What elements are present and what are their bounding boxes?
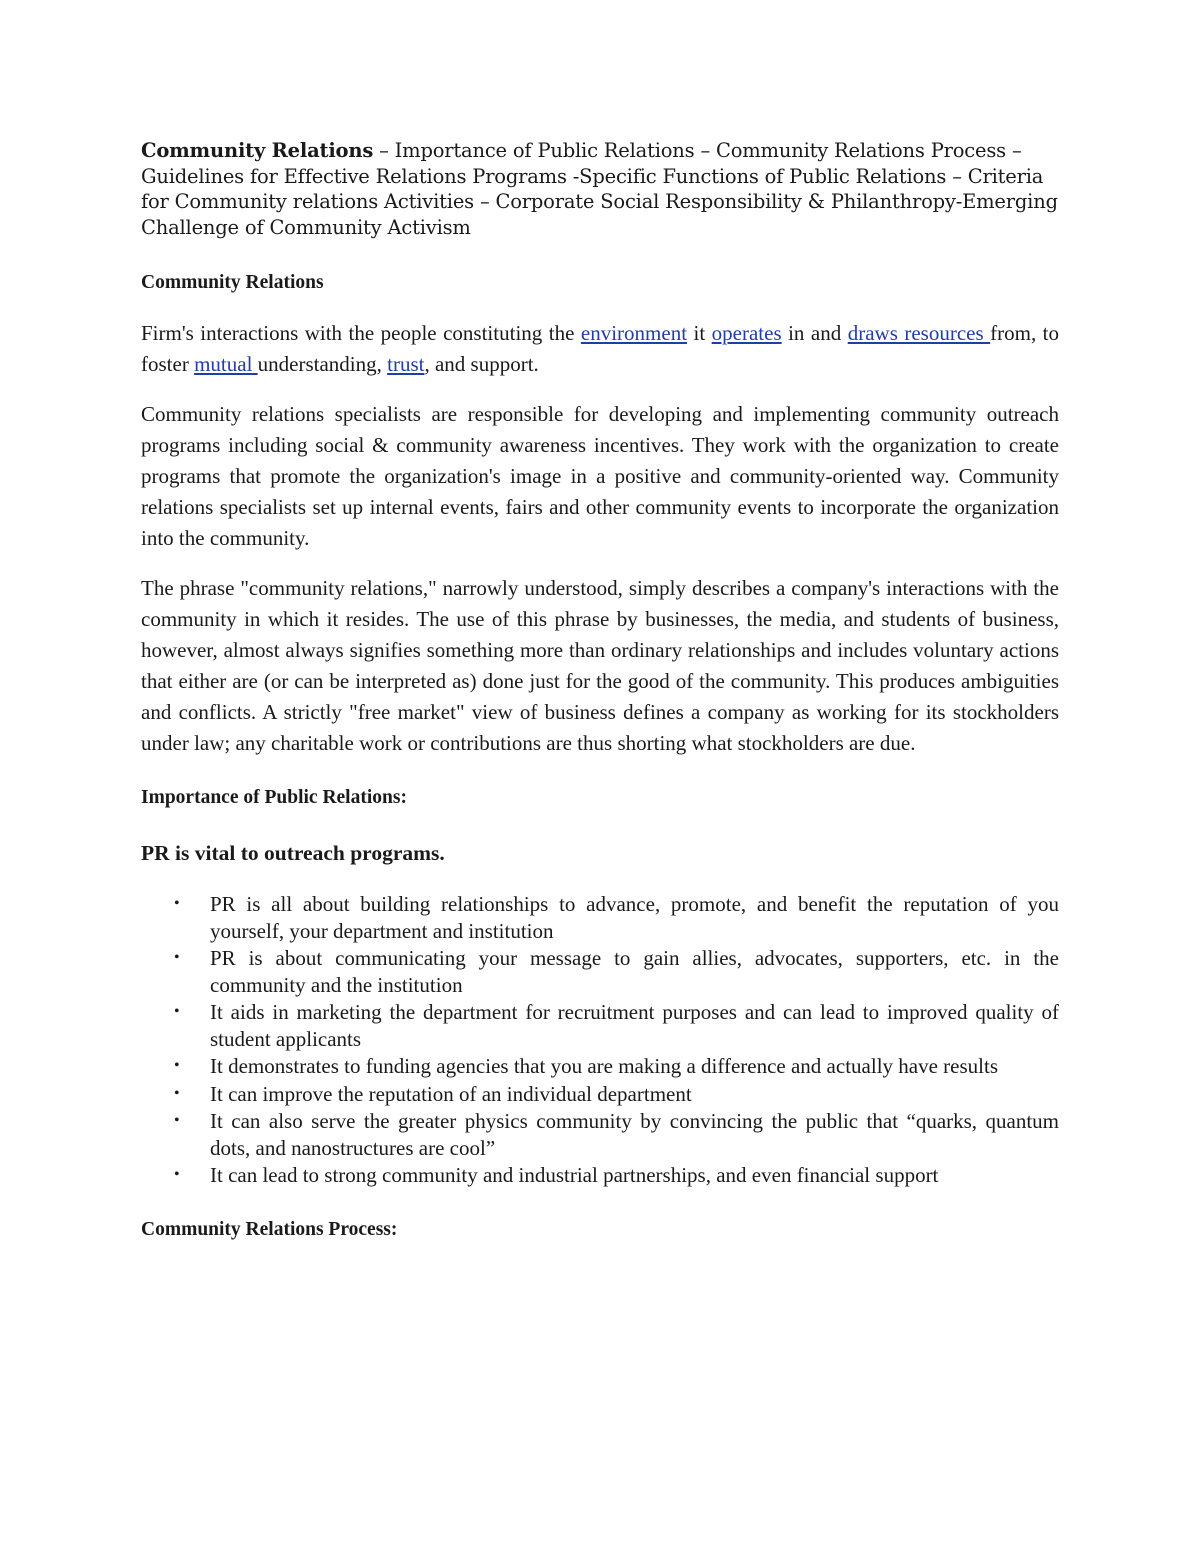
bullet-icon: • bbox=[174, 895, 180, 912]
list-item: • PR is about communicating your message to gain allies, advocates, supporters, etc. in the community and the institution bbox=[174, 946, 1059, 997]
link-mutual[interactable]: mutual bbox=[194, 352, 258, 376]
link-environment[interactable]: environment bbox=[580, 321, 688, 345]
link-draws-resources[interactable]: draws resources bbox=[847, 321, 991, 345]
heading-community-relations-process: Community Relations Process: bbox=[141, 1218, 398, 1240]
list-item: • It can lead to strong community and industrial partnerships, and even financial support bbox=[174, 1163, 939, 1187]
list-item: • It can improve the reputation of an individual department bbox=[174, 1081, 692, 1106]
link-operates[interactable]: operates bbox=[711, 321, 782, 345]
subheading-pr-vital: PR is vital to outreach programs. bbox=[141, 841, 445, 865]
syllabus-line bbox=[141, 138, 1059, 240]
phrase-paragraph: The phrase "community relations," narrowly understood, simply describes a company's interactions with the community in which it resides. The use of this phrase by businesses, the media, and students of business, however, almost always signifies something more than ordinary relationships and includes voluntary actions that either are (or can be interpreted as) done just for the good of the community. This produces ambiguities and conflicts. A strictly "free market" view of business defines a company as working for its stockholders under law; any charitable work or contributions are thus shorting what stockholders are due. bbox=[141, 576, 1059, 755]
bullet-icon: • bbox=[174, 1112, 180, 1129]
bullet-icon: • bbox=[174, 1084, 180, 1102]
list-item: • It can also serve the greater physics community by convincing the public that “quarks, quantum dots, and nanostructures are cool” bbox=[174, 1109, 1059, 1160]
document-page bbox=[141, 138, 1059, 1243]
specialists-paragraph: Community relations specialists are responsible for developing and implementing community outreach programs including social & community awareness incentives. They work with the organization to create programs that promote the organization's image in a positive and community-oriented way. Community relations specialists set up internal events, fairs and other community events to incorporate the organization into the community. bbox=[141, 402, 1059, 550]
syllabus-lead: Community Relations bbox=[141, 139, 374, 162]
list-item: • PR is all about building relationships to advance, promote, and benefit the reputation of you yourself, your department and institution bbox=[174, 892, 1059, 943]
list-item: • It demonstrates to funding agencies that you are making a difference and actually have results bbox=[174, 1054, 998, 1078]
list-item: • It aids in marketing the department for recruitment purposes and can lead to improved quality of student applicants bbox=[174, 1000, 1059, 1051]
firm-definition-paragraph: Firm's interactions with the people constituting the environment it operates in and draws resources from, to foster mutual understanding, trust, and support. bbox=[141, 321, 1060, 376]
link-trust[interactable]: trust bbox=[387, 352, 425, 376]
heading-importance-of-pr: Importance of Public Relations: bbox=[141, 787, 407, 808]
importance-bullet-list bbox=[141, 891, 1059, 1189]
bullet-icon: • bbox=[174, 1003, 180, 1020]
bullet-icon: • bbox=[174, 1057, 180, 1074]
syllabus-topics: – Importance of Public Relations – Community Relations Process – Guidelines for Effective Relations Programs -Specific Functions of Public Relations – Criteria for Community relations Activities – Corporate Social Responsibility & Philanthropy-Emerging Challenge of Community Activism bbox=[141, 139, 1058, 239]
bullet-icon: • bbox=[174, 949, 180, 966]
bullet-icon: • bbox=[174, 1166, 180, 1183]
heading-community-relations: Community Relations bbox=[141, 272, 324, 293]
